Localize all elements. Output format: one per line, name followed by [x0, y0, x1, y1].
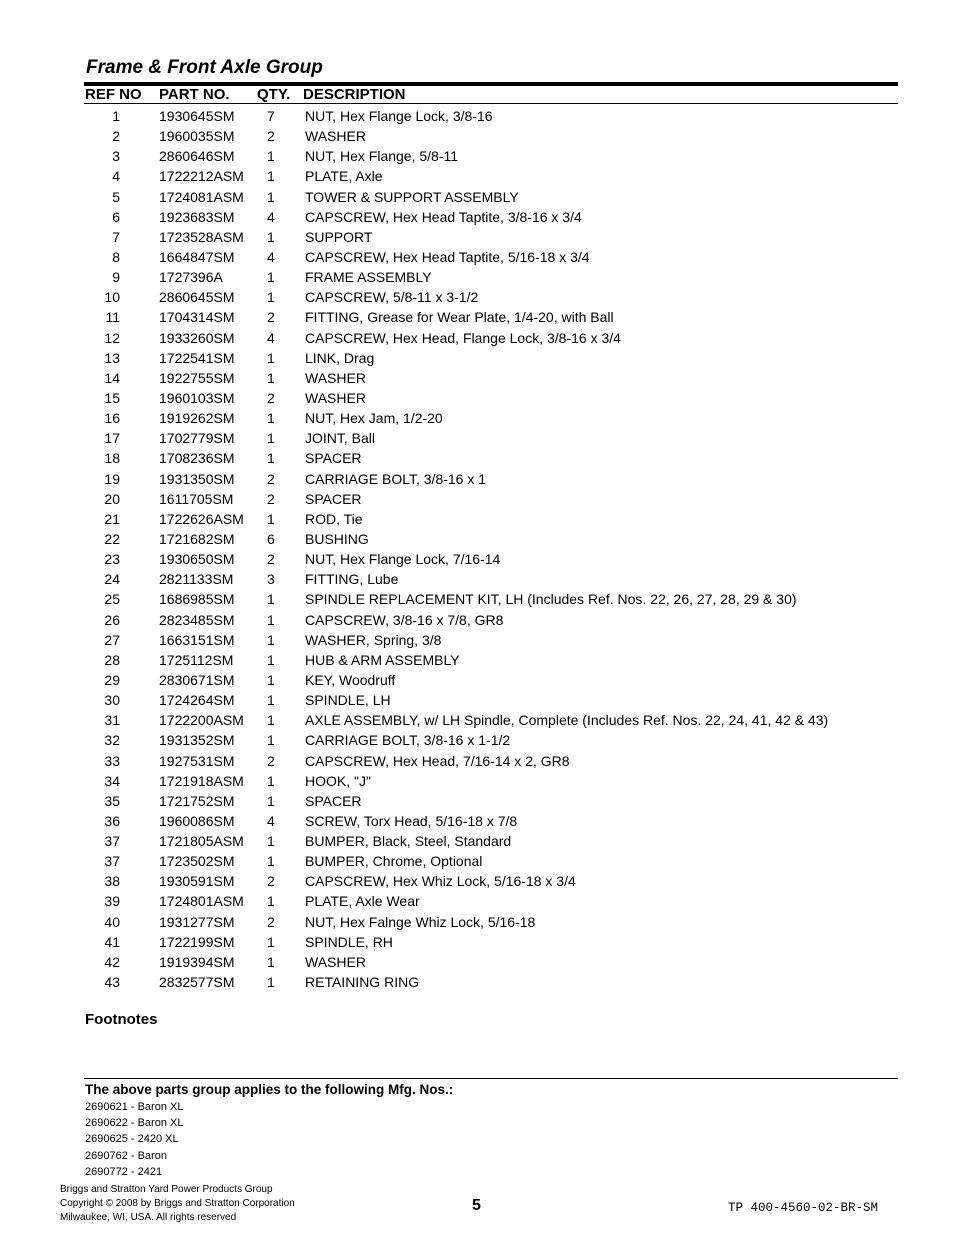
table-row	[0, 952, 954, 972]
part-no-cell: 1927531SM	[159, 752, 235, 769]
part-no-cell: 2832577SM	[159, 974, 235, 991]
description-cell: HOOK, "J"	[305, 772, 371, 789]
qty-cell: 1	[267, 853, 275, 870]
part-no-cell: 1704314SM	[159, 309, 235, 326]
table-row	[0, 509, 954, 529]
description-cell: AXLE ASSEMBLY, w/ LH Spindle, Complete (Includes Ref. Nos. 22, 24, 41, 42 & 43)	[305, 712, 829, 729]
qty-cell: 1	[267, 953, 275, 970]
description-cell: CAPSCREW, Hex Whiz Lock, 5/16-18 x 3/4	[305, 873, 576, 890]
table-row	[0, 287, 954, 307]
part-no-cell: 1933260SM	[159, 329, 235, 346]
table-row	[0, 227, 954, 247]
part-no-cell: 2821133SM	[159, 571, 234, 588]
description-cell: SPACER	[305, 490, 362, 507]
ref-no-cell: 15	[104, 389, 120, 406]
mfg-number-item: 2690625 - 2420 XL	[85, 1133, 179, 1146]
table-row	[0, 549, 954, 569]
qty-cell: 1	[267, 833, 275, 850]
qty-cell: 1	[267, 410, 275, 427]
table-row	[0, 650, 954, 670]
part-no-cell: 1919394SM	[159, 953, 235, 970]
applies-heading: The above parts group applies to the following Mfg. Nos.:	[85, 1082, 454, 1097]
description-cell: WASHER	[305, 953, 366, 970]
part-no-cell: 1721752SM	[159, 792, 235, 809]
header-ref-no: REF NO	[85, 86, 142, 103]
description-cell: WASHER	[305, 128, 366, 145]
description-cell: BUMPER, Black, Steel, Standard	[305, 833, 512, 850]
ref-no-cell: 9	[112, 269, 120, 286]
table-row	[0, 348, 954, 368]
qty-cell: 7	[267, 108, 275, 124]
part-no-cell: 1663151SM	[159, 631, 235, 648]
qty-cell: 1	[267, 168, 275, 185]
header-part-no: PART NO.	[159, 86, 230, 103]
description-cell: FRAME ASSEMBLY	[305, 269, 432, 286]
part-no-cell: 2860645SM	[159, 289, 235, 306]
qty-cell: 1	[267, 893, 275, 910]
table-row	[0, 710, 954, 730]
description-cell: RETAINING RING	[305, 974, 420, 991]
part-no-cell: 1960086SM	[159, 812, 235, 829]
part-no-cell: 1721918ASM	[159, 772, 244, 789]
part-no-cell: 1724264SM	[159, 692, 235, 709]
qty-cell: 2	[267, 913, 275, 930]
ref-no-cell: 17	[104, 430, 120, 447]
qty-cell: 1	[267, 651, 275, 668]
part-no-cell: 1930650SM	[159, 551, 235, 568]
table-row	[0, 529, 954, 549]
table-row	[0, 912, 954, 932]
description-cell: SCREW, Torx Head, 5/16-18 x 7/8	[305, 812, 518, 829]
qty-cell: 1	[267, 671, 275, 688]
qty-cell: 4	[267, 208, 275, 225]
part-no-cell: 1722199SM	[159, 933, 235, 950]
table-row	[0, 146, 954, 166]
publisher-line: Milwaukee, WI, USA. All rights reserved	[60, 1212, 237, 1223]
description-cell: SPINDLE REPLACEMENT KIT, LH (Includes Ref. Nos. 22, 26, 27, 28, 29 & 30)	[305, 591, 797, 608]
qty-cell: 1	[267, 450, 275, 467]
table-row	[0, 670, 954, 690]
ref-no-cell: 33	[104, 752, 120, 769]
table-row	[0, 569, 954, 589]
ref-no-cell: 27	[104, 631, 120, 648]
mfg-number-item: 2690772 - 2421	[85, 1165, 163, 1178]
qty-cell: 1	[267, 269, 275, 286]
part-no-cell: 2830671SM	[159, 671, 235, 688]
description-cell: BUMPER, Chrome, Optional	[305, 853, 483, 870]
qty-cell: 3	[267, 571, 275, 588]
table-row	[0, 328, 954, 348]
ref-no-cell: 18	[104, 450, 120, 467]
qty-cell: 2	[267, 752, 275, 769]
part-no-cell: 1686985SM	[159, 591, 235, 608]
ref-no-cell: 30	[104, 692, 120, 709]
qty-cell: 2	[267, 128, 275, 145]
table-row	[0, 871, 954, 891]
page-number: 5	[472, 1197, 481, 1214]
description-cell: CARRIAGE BOLT, 3/8-16 x 1-1/2	[305, 732, 511, 749]
header-description: DESCRIPTION	[303, 86, 406, 103]
qty-cell: 1	[267, 228, 275, 245]
table-row	[0, 690, 954, 710]
part-no-cell: 1930591SM	[159, 873, 235, 890]
qty-cell: 1	[267, 289, 275, 306]
part-no-cell: 1922755SM	[159, 369, 235, 386]
part-no-cell: 1919262SM	[159, 410, 235, 427]
ref-no-cell: 37	[104, 833, 120, 850]
ref-no-cell: 34	[104, 772, 120, 789]
description-cell: WASHER	[305, 389, 366, 406]
description-cell: TOWER & SUPPORT ASSEMBLY	[305, 188, 519, 205]
ref-no-cell: 37	[104, 853, 120, 870]
description-cell: WASHER, Spring, 3/8	[305, 631, 442, 648]
publisher-info	[60, 1183, 295, 1225]
part-no-cell: 1722626ASM	[159, 510, 244, 527]
description-cell: ROD, Tie	[305, 510, 363, 527]
qty-cell: 1	[267, 772, 275, 789]
qty-cell: 2	[267, 470, 275, 487]
description-cell: SPINDLE, LH	[305, 692, 391, 709]
description-cell: CAPSCREW, Hex Head, Flange Lock, 3/8-16 x 3/4	[305, 329, 621, 346]
qty-cell: 1	[267, 148, 275, 165]
document-number: TP 400-4560-02-BR-SM	[728, 1201, 879, 1215]
ref-no-cell: 31	[104, 712, 120, 729]
part-no-cell: 1931350SM	[159, 470, 235, 487]
part-no-cell: 1931277SM	[159, 913, 235, 930]
table-row	[0, 972, 954, 992]
table-row	[0, 610, 954, 630]
table-row	[0, 126, 954, 146]
description-cell: CAPSCREW, Hex Head, 7/16-14 x 2, GR8	[305, 752, 570, 769]
description-cell: NUT, Hex Flange, 5/8-11	[305, 148, 459, 165]
ref-no-cell: 11	[105, 309, 120, 326]
ref-no-cell: 6	[112, 208, 120, 225]
parts-table	[0, 106, 954, 992]
table-row	[0, 589, 954, 609]
qty-cell: 1	[267, 349, 275, 366]
table-row	[0, 368, 954, 388]
description-cell: FITTING, Lube	[305, 571, 399, 588]
description-cell: CAPSCREW, 5/8-11 x 3-1/2	[305, 289, 479, 306]
part-no-cell: 1727396A	[159, 269, 223, 286]
footnotes-heading: Footnotes	[85, 1011, 158, 1028]
description-cell: CAPSCREW, 3/8-16 x 7/8, GR8	[305, 611, 504, 628]
table-row	[0, 408, 954, 428]
table-row	[0, 489, 954, 509]
table-row	[0, 247, 954, 267]
ref-no-cell: 12	[104, 329, 120, 346]
table-row	[0, 891, 954, 911]
description-cell: CAPSCREW, Hex Head Taptite, 3/8-16 x 3/4	[305, 208, 582, 225]
qty-cell: 1	[267, 792, 275, 809]
description-cell: FITTING, Grease for Wear Plate, 1/4-20, with Ball	[305, 309, 614, 326]
qty-cell: 1	[267, 974, 275, 991]
description-cell: NUT, Hex Flange Lock, 3/8-16	[305, 108, 493, 124]
description-cell: NUT, Hex Jam, 1/2-20	[305, 410, 443, 427]
part-no-cell: 1725112SM	[159, 651, 234, 668]
description-cell: LINK, Drag	[305, 349, 375, 366]
qty-cell: 4	[267, 329, 275, 346]
mfg-number-item: 2690762 - Baron	[85, 1149, 167, 1162]
description-cell: NUT, Hex Flange Lock, 7/16-14	[305, 551, 501, 568]
publisher-line: Briggs and Stratton Yard Power Products Group	[60, 1184, 273, 1195]
ref-no-cell: 3	[112, 148, 120, 165]
part-no-cell: 1611705SM	[159, 490, 234, 507]
ref-no-cell: 21	[104, 510, 120, 527]
qty-cell: 1	[267, 692, 275, 709]
table-row	[0, 166, 954, 186]
description-cell: SPINDLE, RH	[305, 933, 393, 950]
ref-no-cell: 2	[112, 128, 120, 145]
table-row	[0, 851, 954, 871]
table-row	[0, 811, 954, 831]
part-no-cell: 1708236SM	[159, 450, 235, 467]
qty-cell: 2	[267, 551, 275, 568]
table-row	[0, 428, 954, 448]
table-row	[0, 207, 954, 227]
ref-no-cell: 24	[104, 571, 120, 588]
ref-no-cell: 13	[104, 349, 120, 366]
table-row	[0, 267, 954, 287]
description-cell: NUT, Hex Falnge Whiz Lock, 5/16-18	[305, 913, 536, 930]
ref-no-cell: 29	[104, 671, 120, 688]
ref-no-cell: 4	[112, 168, 120, 185]
table-row	[0, 106, 954, 126]
description-cell: CARRIAGE BOLT, 3/8-16 x 1	[305, 470, 487, 487]
description-cell: JOINT, Ball	[305, 430, 376, 447]
part-no-cell: 1724801ASM	[159, 893, 244, 910]
ref-no-cell: 36	[104, 812, 120, 829]
header-qty: QTY.	[257, 86, 291, 103]
qty-cell: 1	[267, 712, 275, 729]
description-cell: PLATE, Axle Wear	[305, 893, 420, 910]
section-title: Frame & Front Axle Group	[86, 57, 323, 78]
ref-no-cell: 32	[104, 732, 120, 749]
qty-cell: 4	[267, 812, 275, 829]
ref-no-cell: 14	[104, 369, 120, 386]
ref-no-cell: 26	[104, 611, 120, 628]
ref-no-cell: 16	[104, 410, 120, 427]
description-cell: WASHER	[305, 369, 366, 386]
qty-cell: 2	[267, 309, 275, 326]
description-cell: SUPPORT	[305, 228, 373, 245]
table-row	[0, 751, 954, 771]
part-no-cell: 1723502SM	[159, 853, 235, 870]
table-row	[0, 307, 954, 327]
footer-rule	[84, 1078, 898, 1079]
part-no-cell: 1723528ASM	[159, 228, 244, 245]
table-row	[0, 730, 954, 750]
qty-cell: 4	[267, 248, 275, 265]
part-no-cell: 1722200ASM	[159, 712, 244, 729]
qty-cell: 1	[267, 430, 275, 447]
part-no-cell: 1721805ASM	[159, 833, 244, 850]
part-no-cell: 1930645SM	[159, 108, 235, 124]
description-cell: SPACER	[305, 450, 362, 467]
ref-no-cell: 8	[112, 248, 120, 265]
part-no-cell: 1724081ASM	[159, 188, 244, 205]
ref-no-cell: 43	[104, 974, 120, 991]
qty-cell: 2	[267, 490, 275, 507]
ref-no-cell: 25	[104, 591, 120, 608]
description-cell: HUB & ARM ASSEMBLY	[305, 651, 460, 668]
part-no-cell: 1722541SM	[159, 349, 235, 366]
description-cell: KEY, Woodruff	[305, 671, 396, 688]
part-no-cell: 1960103SM	[159, 389, 235, 406]
mfg-number-item: 2690622 - Baron XL	[85, 1117, 184, 1130]
table-row	[0, 932, 954, 952]
qty-cell: 1	[267, 933, 275, 950]
part-no-cell: 1931352SM	[159, 732, 235, 749]
part-no-cell: 1923683SM	[159, 208, 235, 225]
qty-cell: 1	[267, 732, 275, 749]
part-no-cell: 1664847SM	[159, 248, 235, 265]
qty-cell: 2	[267, 873, 275, 890]
table-row	[0, 448, 954, 468]
qty-cell: 1	[267, 369, 275, 386]
part-no-cell: 2860646SM	[159, 148, 235, 165]
ref-no-cell: 42	[104, 953, 120, 970]
qty-cell: 2	[267, 389, 275, 406]
table-row	[0, 831, 954, 851]
mfg-number-item: 2690621 - Baron XL	[85, 1101, 184, 1113]
ref-no-cell: 20	[104, 490, 120, 507]
description-cell: BUSHING	[305, 530, 369, 547]
ref-no-cell: 35	[104, 792, 120, 809]
part-no-cell: 1702779SM	[159, 430, 235, 447]
table-row	[0, 388, 954, 408]
ref-no-cell: 28	[104, 651, 120, 668]
ref-no-cell: 39	[104, 893, 120, 910]
qty-cell: 1	[267, 611, 275, 628]
ref-no-cell: 1	[112, 108, 120, 124]
qty-cell: 1	[267, 510, 275, 527]
part-no-cell: 1721682SM	[159, 530, 235, 547]
ref-no-cell: 5	[112, 188, 120, 205]
table-row	[0, 630, 954, 650]
description-cell: SPACER	[305, 792, 362, 809]
part-no-cell: 1960035SM	[159, 128, 235, 145]
ref-no-cell: 23	[104, 551, 120, 568]
ref-no-cell: 38	[104, 873, 120, 890]
publisher-line: Copyright © 2008 by Briggs and Stratton Corporation	[60, 1198, 295, 1209]
table-row	[0, 791, 954, 811]
part-no-cell: 2823485SM	[159, 611, 235, 628]
table-row	[0, 771, 954, 791]
ref-no-cell: 19	[104, 470, 120, 487]
ref-no-cell: 40	[104, 913, 120, 930]
mfg-numbers-list	[85, 1099, 183, 1180]
ref-no-cell: 22	[104, 530, 120, 547]
qty-cell: 1	[267, 591, 275, 608]
ref-no-cell: 10	[104, 289, 120, 306]
qty-cell: 6	[267, 530, 275, 547]
table-row	[0, 187, 954, 207]
description-cell: CAPSCREW, Hex Head Taptite, 5/16-18 x 3/4	[305, 248, 590, 265]
part-no-cell: 1722212ASM	[159, 168, 244, 185]
ref-no-cell: 41	[104, 933, 120, 950]
table-row	[0, 469, 954, 489]
header-rule	[84, 103, 898, 104]
qty-cell: 1	[267, 188, 275, 205]
qty-cell: 1	[267, 631, 275, 648]
ref-no-cell: 7	[112, 228, 120, 245]
description-cell: PLATE, Axle	[305, 168, 383, 185]
